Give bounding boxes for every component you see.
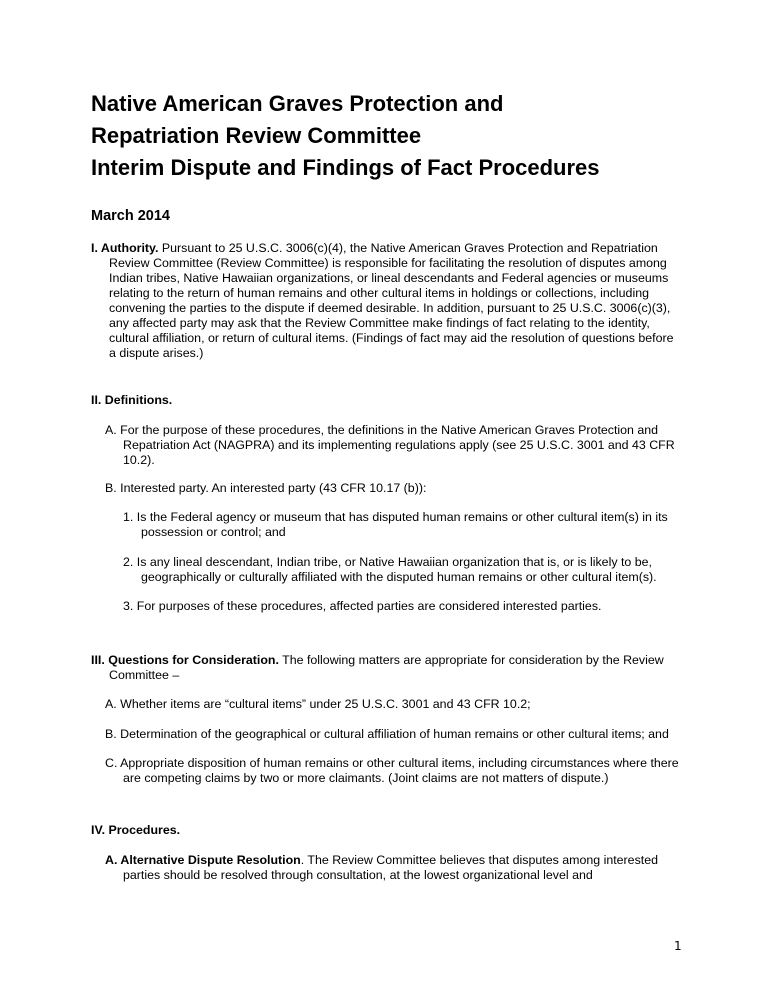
definitions-item-b1: 1. Is the Federal agency or museum that has disputed human remains or other cultural item(s) in its possession or control; and: [123, 510, 668, 539]
procedures-item-a: [91, 853, 681, 883]
section-authority-heading: I. Authority.: [91, 241, 159, 255]
document-date: March 2014: [91, 208, 170, 224]
document-title: [91, 88, 681, 184]
section-authority: [91, 241, 681, 361]
questions-item-c: C. Appropriate disposition of human remains or other cultural items, including circumstances where there are competing claims by two or more claimants. (Joint claims are not matters of dispute.): [105, 756, 679, 785]
section-questions-intro: The following matters are appropriate for consideration by the Review Committee –: [109, 653, 664, 682]
questions-item-b: B. Determination of the geographical or cultural affiliation of human remains or other cultural items; and: [105, 727, 669, 741]
title-line-2: Repatriation Review Committee: [91, 123, 422, 148]
definitions-item-b: B. Interested party. An interested party (43 CFR 10.17 (b)):: [105, 481, 427, 495]
definitions-item-a: A. For the purpose of these procedures, the definitions in the Native American Graves Protection and Repatriation Act (NAGPRA) and its implementing regulations apply (see 25 U.S.C. 3001 and 43 CFR 10.2).: [105, 423, 675, 467]
section-procedures-heading: IV. Procedures.: [91, 823, 181, 837]
section-questions-heading: III. Questions for Consideration.: [91, 653, 279, 667]
section-definitions-heading: II. Definitions.: [91, 393, 173, 407]
page-number: 1: [674, 939, 682, 953]
definitions-item-b3: 3. For purposes of these procedures, affected parties are considered interested parties.: [123, 599, 602, 613]
definitions-item-b2: 2. Is any lineal descendant, Indian tribe, or Native Hawaiian organization that is, or is likely to be, geographically or culturally affiliated with the disputed human remains or other cultural item(s).: [123, 555, 657, 584]
title-line-3: Interim Dispute and Findings of Fact Procedures: [91, 155, 600, 180]
procedures-item-a-body: . The Review Committee believes that disputes among interested parties should be resolved through consultation, at the lowest organizational level and: [123, 853, 658, 882]
title-line-1: Native American Graves Protection and: [91, 91, 504, 116]
document-page: [91, 88, 681, 883]
procedures-item-a-heading: A. Alternative Dispute Resolution: [105, 853, 301, 867]
section-authority-body: Pursuant to 25 U.S.C. 3006(c)(4), the Native American Graves Protection and Repatriation Review Committee (Review Committee) is responsible for facilitating the resolution of disputes among Indian tribes, Native Hawaiian organizations, or lineal descendants and Federal agencies or museums relating to the return of human remains and other cultural items in holdings or collections, including convening the parties to the dispute if deemed desirable. In addition, pursuant to 25 U.S.C. 3006(c)(3), any affected party may ask that the Review Committee make findings of fact relating to the identity, cultural affiliation, or return of cultural items. (Findings of fact may aid the resolution of questions before a dispute arises.): [109, 241, 674, 360]
section-questions: [91, 653, 681, 683]
questions-item-a: A. Whether items are “cultural items” under 25 U.S.C. 3001 and 43 CFR 10.2;: [105, 697, 531, 711]
